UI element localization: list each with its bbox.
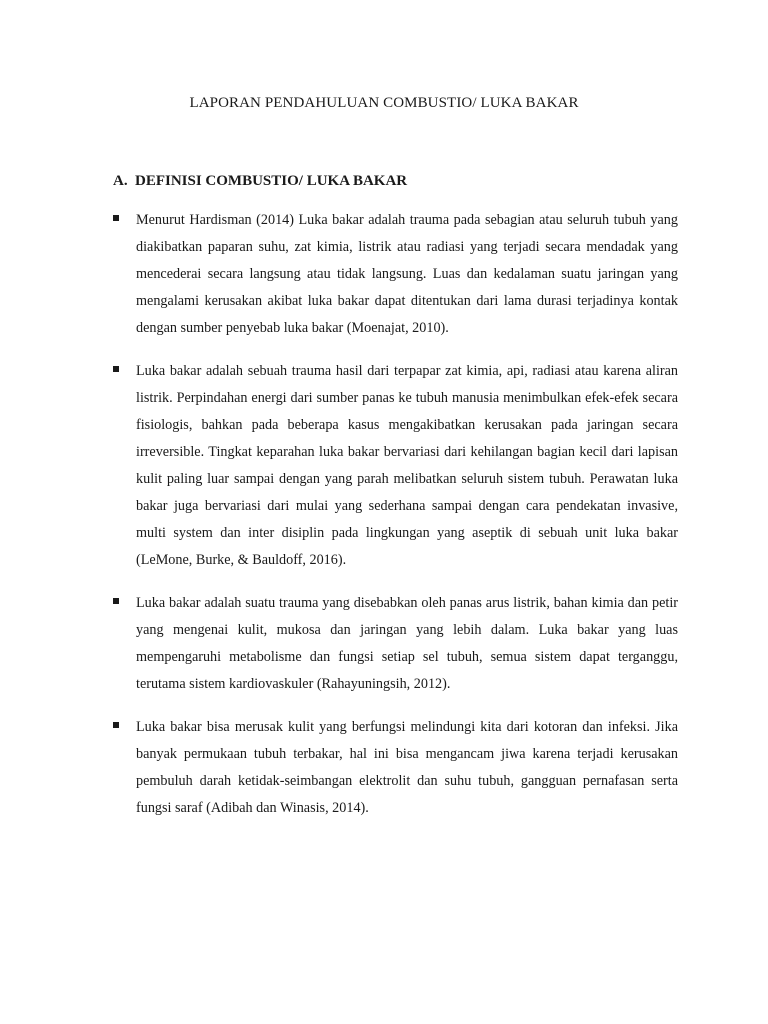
square-bullet-icon [113,366,119,372]
paragraph-text: Luka bakar bisa merusak kulit yang berfungsi melindungi kita dari kotoran dan infeksi. Jika banyak permukaan tubuh terbakar, hal ini bisa mengancam jiwa karena terjadi kerusakan pembuluh darah ketidak-seimbangan elektrolit dan suhu tubuh, gangguan pernafasan serta fungsi saraf (Adibah dan Winasis, 2014). [136,719,678,816]
section-heading-text: DEFINISI COMBUSTIO/ LUKA BAKAR [135,173,408,189]
section-heading [113,170,407,192]
paragraph-text: Luka bakar adalah sebuah trauma hasil dari terpapar zat kimia, api, radiasi atau karena aliran listrik. Perpindahan energi dari sumber panas ke tubuh manusia menimbulkan efek-efek secara fisiologis, bahkan pada beberapa kasus mengakibatkan kerusakan pada jaringan secara irreversible. Tingkat keparahan luka bakar bervariasi dari kehilangan bagian kecil dari lapisan kulit paling luar sampai dengan yang parah melibatkan seluruh sistem tubuh. Perawatan luka bakar juga bervariasi dari mulai yang sederhana sampai dengan cara pendekatan invasive, multi system dan inter disiplin pada lingkungan yang aseptik di sebuah unit luka bakar (LeMone, Burke, & Bauldoff, 2016). [136,363,678,568]
paragraph-text: Luka bakar adalah suatu trauma yang disebabkan oleh panas arus listrik, bahan kimia dan petir yang mengenai kulit, mukosa dan jaringan yang lebih dalam. Luka bakar yang luas mempengaruhi metabolisme dan fungsi setiap sel tubuh, semua sistem dapat terganggu, terutama sistem kardiovaskuler (Rahayuningsih, 2012). [136,595,678,692]
section-letter: A. [113,173,128,189]
square-bullet-icon [113,598,119,604]
square-bullet-icon [113,215,119,221]
paragraph-text: Menurut Hardisman (2014) Luka bakar adalah trauma pada sebagian atau seluruh tubuh yang diakibatkan paparan suhu, zat kimia, listrik atau radiasi yang terjadi secara mendadak yang mencederai secara langsung atau tidak langsung. Luas dan kedalaman suatu jaringan yang mengalami kerusakan akibat luka bakar dapat ditentukan dari lama durasi terjadinya kontak dengan sumber penyebab luka bakar (Moenajat, 2010). [136,212,678,336]
list-item [113,590,678,698]
document-title: LAPORAN PENDAHULUAN COMBUSTIO/ LUKA BAKAR [189,95,579,111]
list-item [113,207,678,342]
list-item [113,358,678,574]
square-bullet-icon [113,722,119,728]
definition-list [113,207,678,838]
list-item [113,714,678,822]
